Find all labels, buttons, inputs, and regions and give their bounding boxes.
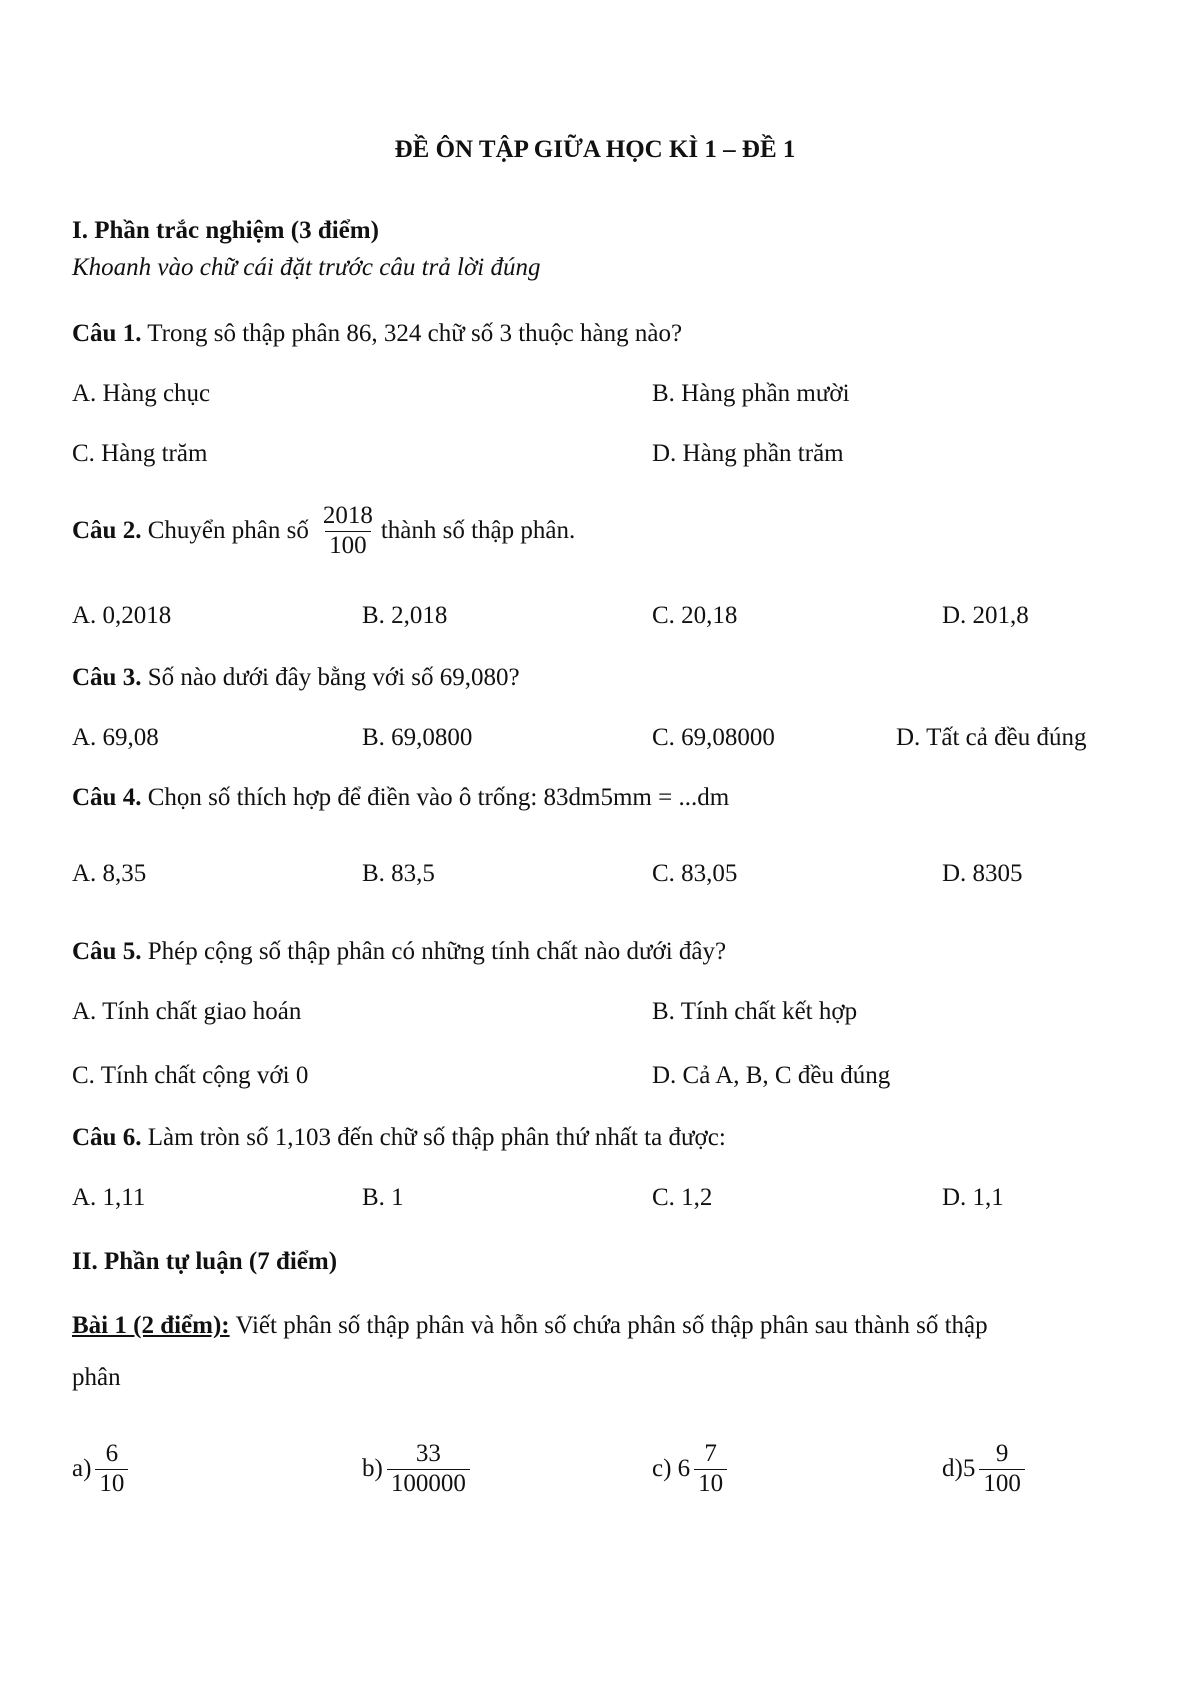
q1-option-d[interactable]: D. Hàng phần trăm bbox=[652, 440, 844, 467]
question-text: Số nào dưới đây bằng với số 69,080? bbox=[147, 664, 520, 691]
part2-heading: II. Phần tự luận (7 điểm) bbox=[72, 1248, 338, 1275]
item-label: c) bbox=[652, 1455, 672, 1483]
q3-option-b[interactable]: B. 69,0800 bbox=[362, 724, 473, 751]
question-text-before: Chuyển phân số bbox=[147, 517, 309, 545]
question-text: Phép cộng số thập phân có những tính chất nào dưới đây? bbox=[147, 938, 727, 965]
question-text-after: thành số thập phân. bbox=[380, 517, 576, 545]
q4-option-d[interactable]: D. 8305 bbox=[942, 860, 1023, 887]
q5-option-a[interactable]: A. Tính chất giao hoán bbox=[72, 998, 302, 1025]
bai1-text-line1: Viết phân số thập phân và hỗn số chứa phân số thập phân sau thành số thập bbox=[235, 1312, 988, 1339]
q2-option-b[interactable]: B. 2,018 bbox=[362, 602, 448, 629]
fraction-denominator: 10 bbox=[95, 1469, 128, 1499]
q5-option-c[interactable]: C. Tính chất cộng với 0 bbox=[72, 1062, 309, 1089]
item-label: d) bbox=[942, 1455, 963, 1483]
fraction-numerator: 33 bbox=[415, 1440, 441, 1467]
q2-option-a[interactable]: A. 0,2018 bbox=[72, 602, 172, 629]
part1-instruction: Khoanh vào chữ cái đặt trước câu trả lời đúng bbox=[72, 254, 541, 281]
q1-option-c[interactable]: C. Hàng trăm bbox=[72, 440, 208, 467]
q4-option-a[interactable]: A. 8,35 bbox=[72, 860, 147, 887]
fraction-numerator: 9 bbox=[995, 1440, 1009, 1467]
bai1-item-c bbox=[652, 1440, 731, 1499]
question-label: Câu 3. bbox=[72, 664, 142, 691]
item-label: b) bbox=[362, 1455, 383, 1483]
page-title: ĐỀ ÔN TẬP GIỮA HỌC KÌ 1 – ĐỀ 1 bbox=[394, 136, 796, 163]
question-3 bbox=[72, 664, 520, 692]
q3-option-c[interactable]: C. 69,08000 bbox=[652, 724, 775, 751]
q4-option-c[interactable]: C. 83,05 bbox=[652, 860, 738, 887]
q5-option-b[interactable]: B. Tính chất kết hợp bbox=[652, 998, 858, 1025]
q2-option-c[interactable]: C. 20,18 bbox=[652, 602, 738, 629]
q6-option-d[interactable]: D. 1,1 bbox=[942, 1184, 1004, 1211]
question-label: Câu 2. bbox=[72, 517, 142, 545]
fraction-denominator: 100 bbox=[325, 531, 371, 561]
q6-option-b[interactable]: B. 1 bbox=[362, 1184, 404, 1211]
q4-option-b[interactable]: B. 83,5 bbox=[362, 860, 435, 887]
mixed-whole: 6 bbox=[677, 1455, 691, 1483]
question-5 bbox=[72, 938, 726, 966]
q2-option-d[interactable]: D. 201,8 bbox=[942, 602, 1029, 629]
mixed-whole: 5 bbox=[962, 1455, 976, 1483]
q1-option-a[interactable]: A. Hàng chục bbox=[72, 380, 211, 407]
q1-option-b[interactable]: B. Hàng phần mười bbox=[652, 380, 850, 407]
fraction bbox=[694, 1440, 727, 1499]
fraction bbox=[95, 1440, 128, 1499]
question-label: Câu 6. bbox=[72, 1124, 142, 1151]
question-label: Câu 5. bbox=[72, 938, 142, 965]
question-2 bbox=[72, 502, 575, 561]
fraction bbox=[979, 1440, 1025, 1499]
bai1-prompt bbox=[72, 1312, 988, 1340]
fraction-numerator: 2018 bbox=[322, 502, 373, 529]
bai1-item-a bbox=[72, 1440, 132, 1499]
question-label: Câu 1. bbox=[72, 320, 142, 347]
q6-option-c[interactable]: C. 1,2 bbox=[652, 1184, 713, 1211]
bai1-text-line2: phân bbox=[72, 1364, 121, 1391]
q5-option-d[interactable]: D. Cả A, B, C đều đúng bbox=[652, 1062, 891, 1089]
fraction-denominator: 10 bbox=[694, 1469, 727, 1499]
bai1-item-b bbox=[362, 1440, 474, 1499]
question-label: Câu 4. bbox=[72, 784, 142, 811]
bai1-item-d bbox=[942, 1440, 1029, 1499]
question-text: Trong sô thập phân 86, 324 chữ số 3 thuộc hàng nào? bbox=[147, 320, 683, 347]
fraction bbox=[319, 502, 377, 561]
question-4 bbox=[72, 784, 729, 812]
q3-option-a[interactable]: A. 69,08 bbox=[72, 724, 159, 751]
question-6 bbox=[72, 1124, 726, 1152]
fraction-denominator: 100000 bbox=[387, 1469, 470, 1499]
bai1-label: Bài 1 (2 điểm): bbox=[72, 1312, 230, 1339]
question-text: Làm tròn số 1,103 đến chữ số thập phân thứ nhất ta được: bbox=[147, 1124, 726, 1151]
item-label: a) bbox=[72, 1455, 92, 1483]
part1-heading: I. Phần trắc nghiệm (3 điểm) bbox=[72, 217, 379, 244]
fraction bbox=[387, 1440, 470, 1499]
q6-option-a[interactable]: A. 1,11 bbox=[72, 1184, 146, 1211]
question-1 bbox=[72, 320, 682, 348]
fraction-numerator: 6 bbox=[105, 1440, 119, 1467]
q3-option-d[interactable]: D. Tất cả đều đúng bbox=[896, 724, 1087, 751]
fraction-numerator: 7 bbox=[704, 1440, 717, 1467]
fraction-denominator: 100 bbox=[979, 1469, 1025, 1499]
question-text: Chọn số thích hợp để điền vào ô trống: 83dm5mm = ...dm bbox=[147, 784, 730, 811]
